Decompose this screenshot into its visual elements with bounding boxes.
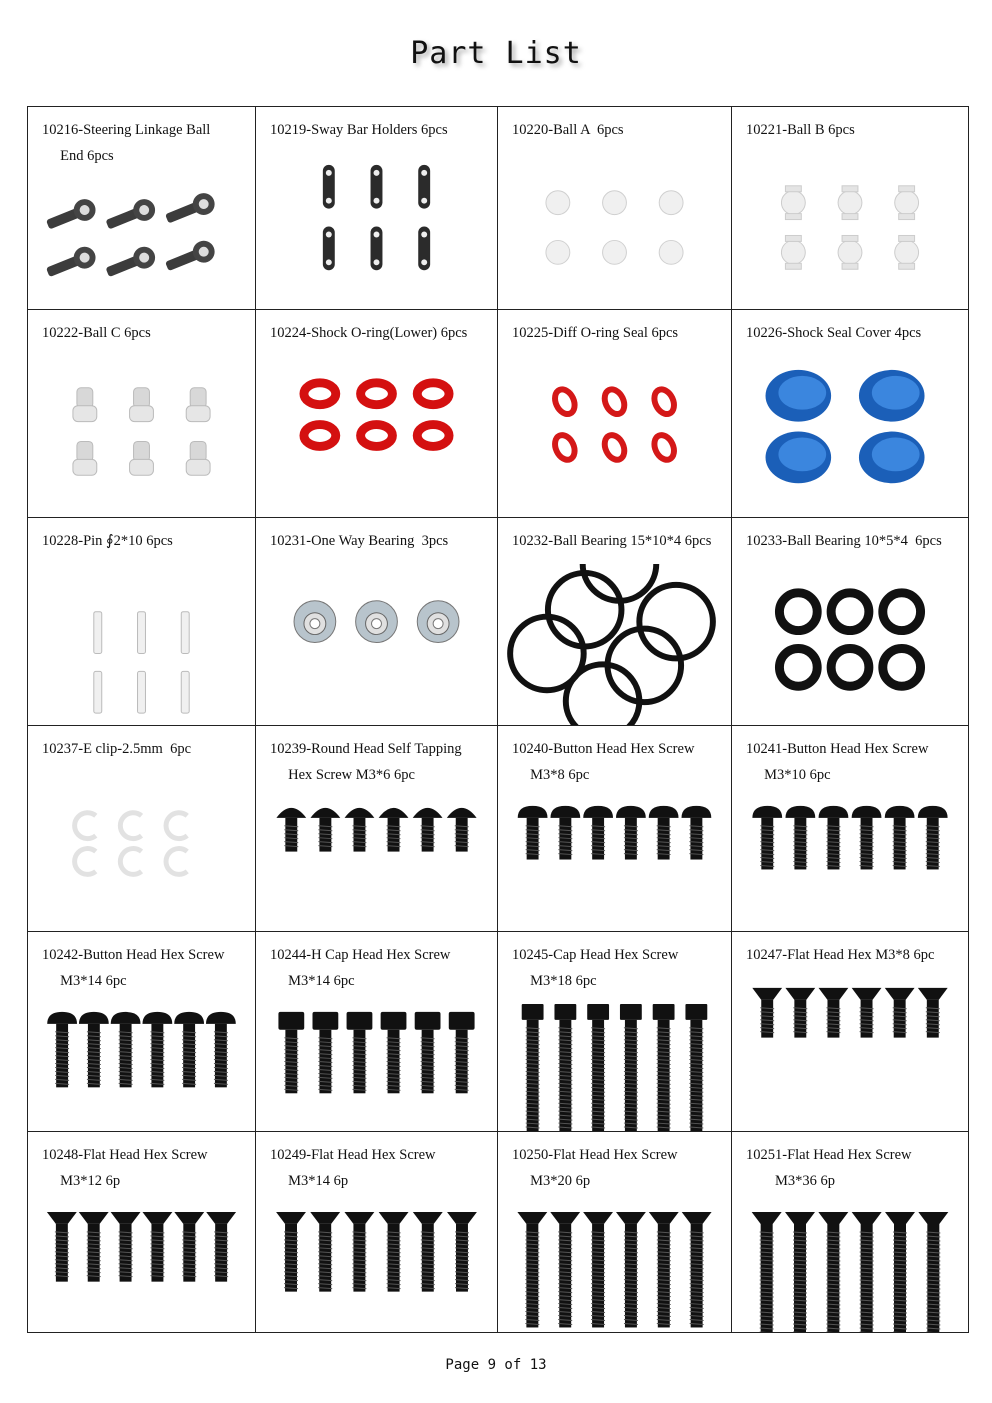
part-image [498,356,731,517]
part-label: 10249-Flat Head Hex Screw M3*14 6p [270,1147,436,1189]
part-cell [732,518,968,726]
part-image [498,153,731,309]
part-cell [498,107,732,310]
part-image [28,177,255,309]
part-label: 10219-Sway Bar Holders 6pcs [270,122,448,138]
part-cell [732,1132,968,1332]
part-image [498,1202,731,1332]
part-label: 10224-Shock O-ring(Lower) 6pcs [270,325,468,341]
part-label: 10245-Cap Head Hex Screw M3*18 6pc [512,947,679,989]
part-label: 10242-Button Head Hex Screw M3*14 6pc [42,947,225,989]
part-label: 10225-Diff O-ring Seal 6pcs [512,325,679,341]
part-image [256,1002,497,1131]
part-cell [256,726,498,932]
part-cell [28,932,256,1132]
part-cell [498,310,732,518]
part-label: 10240-Button Head Hex Screw M3*8 6pc [512,741,695,783]
part-image [732,356,968,517]
part-cell [28,726,256,932]
part-cell [256,310,498,518]
part-image [28,564,255,725]
part-image [732,1202,968,1332]
part-cell [732,726,968,932]
part-image [256,1202,497,1332]
part-label: 10233-Ball Bearing 10*5*4 6pcs [746,533,942,549]
part-image [732,796,968,931]
part-label: 10231-One Way Bearing 3pcs [270,533,449,549]
part-image [498,1002,731,1131]
part-cell [732,107,968,310]
part-label: 10216-Steering Linkage Ball End 6pcs [42,122,211,164]
part-label: 10221-Ball B 6pcs [746,122,855,138]
part-label: 10244-H Cap Head Hex Screw M3*14 6pc [270,947,451,989]
part-image [498,796,731,931]
part-image [28,772,255,931]
page-title: Part List [410,36,582,71]
parts-grid [27,106,969,1333]
part-image [732,564,968,725]
part-image [732,153,968,309]
part-cell [498,932,732,1132]
part-label: 10250-Flat Head Hex Screw M3*20 6p [512,1147,678,1189]
part-label: 10220-Ball A 6pcs [512,122,624,138]
part-image [256,564,497,725]
part-cell [28,1132,256,1332]
part-label: 10241-Button Head Hex Screw M3*10 6pc [746,741,929,783]
part-cell [256,107,498,310]
part-cell [28,518,256,726]
part-cell [498,518,732,726]
part-image [732,978,968,1131]
part-image [256,796,497,931]
part-image [28,1002,255,1131]
part-image [28,1202,255,1332]
part-label: 10247-Flat Head Hex M3*8 6pc [746,947,935,963]
part-image [498,564,731,725]
part-cell [732,310,968,518]
part-label: 10226-Shock Seal Cover 4pcs [746,325,922,341]
part-cell [256,1132,498,1332]
part-cell [498,1132,732,1332]
part-label: 10228-Pin ∮2*10 6pcs [42,533,173,549]
part-cell [256,932,498,1132]
page-number: Page 9 of 13 [445,1357,547,1373]
part-label: 10222-Ball C 6pcs [42,325,151,341]
part-cell [256,518,498,726]
part-label: 10248-Flat Head Hex Screw M3*12 6p [42,1147,208,1189]
part-image [256,153,497,309]
part-label: 10239-Round Head Self Tapping Hex Screw M3*6 6pc [270,741,462,783]
part-cell [28,310,256,518]
part-cell [732,932,968,1132]
part-image [28,356,255,517]
part-label: 10232-Ball Bearing 15*10*4 6pcs [512,533,712,549]
part-cell [498,726,732,932]
part-image [256,356,497,517]
part-label: 10251-Flat Head Hex Screw M3*36 6p [746,1147,912,1189]
part-cell [28,107,256,310]
part-label: 10237-E clip-2.5mm 6pc [42,741,192,757]
